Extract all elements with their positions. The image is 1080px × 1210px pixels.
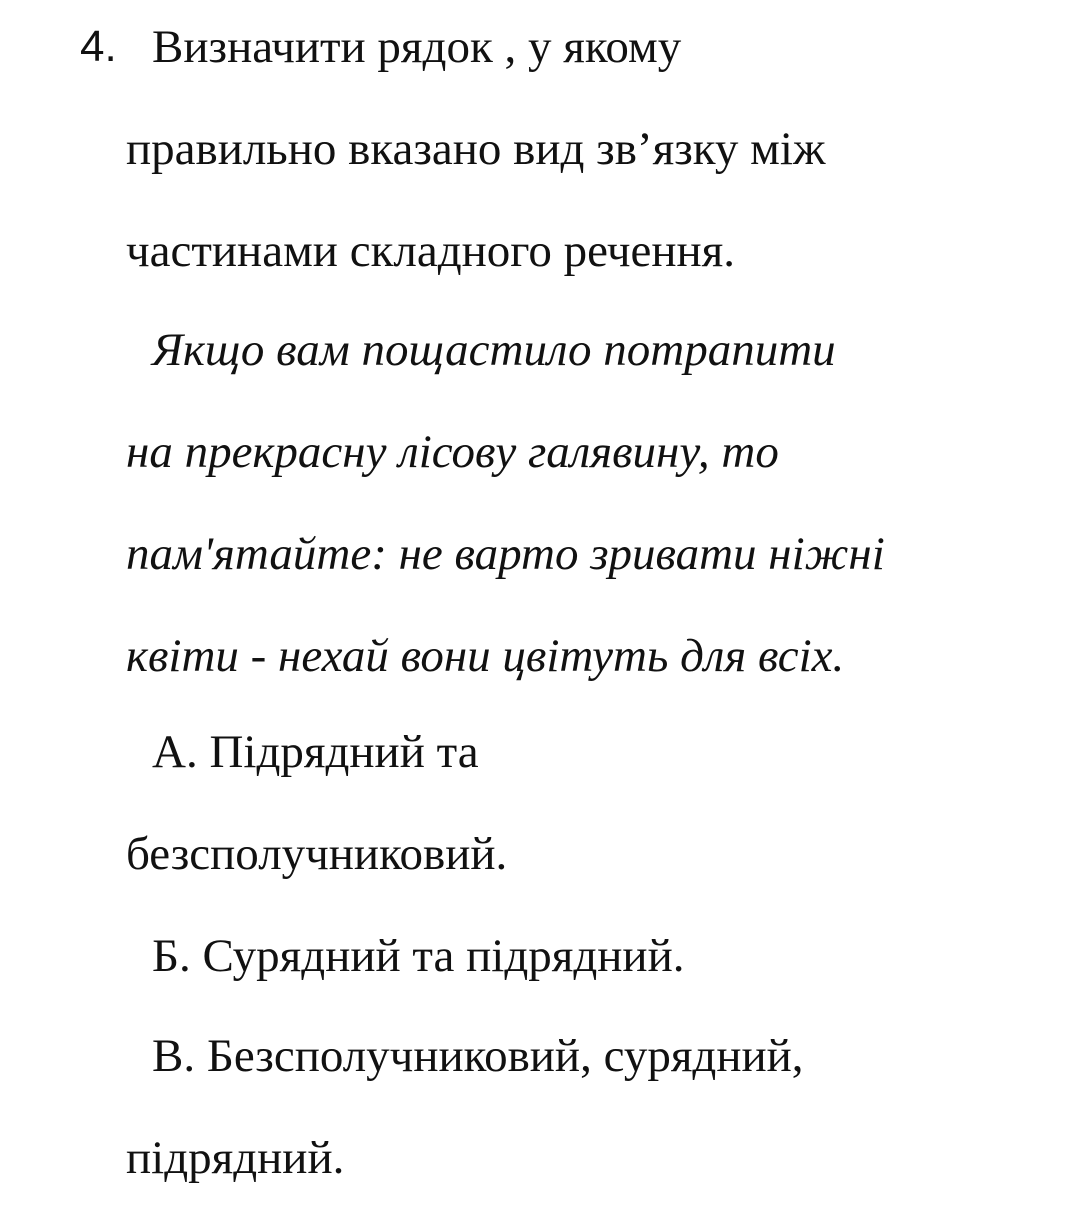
option-b: Б. Сурядний та підрядний. bbox=[152, 930, 685, 982]
example-sentence-line-1: Якщо вам пощастило потрапити bbox=[152, 324, 836, 376]
example-sentence-line-3: пам'ятайте: не варто зривати ніжні bbox=[126, 528, 885, 580]
question-text-line-3: частинами складного речення. bbox=[126, 225, 736, 277]
question-text-line-1: Визначити рядок , у якому bbox=[152, 21, 682, 73]
option-v-line-2: підрядний. bbox=[126, 1132, 345, 1184]
example-sentence-line-2: на прекрасну лісову галявину, то bbox=[126, 426, 779, 478]
option-a-line-1: А. Підрядний та bbox=[152, 726, 479, 778]
option-v-line-1: В. Безсполучниковий, сурядний, bbox=[152, 1030, 804, 1082]
option-a-line-2: безсполучниковий. bbox=[126, 828, 508, 880]
question-text-line-2: правильно вказано вид зв’язку між bbox=[126, 123, 826, 175]
example-sentence-line-4: квіти - нехай вони цвітуть для всіх. bbox=[126, 630, 845, 682]
question-number: 4. bbox=[80, 22, 117, 71]
